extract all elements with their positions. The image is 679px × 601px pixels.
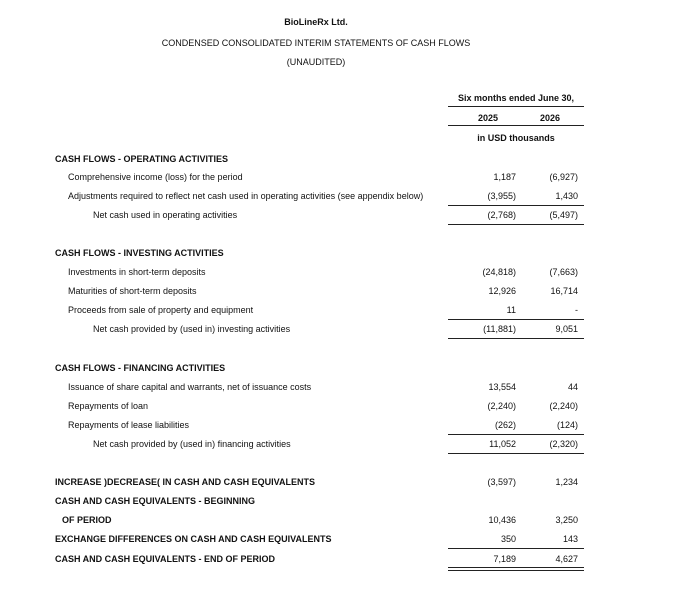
investing-row-label: Proceeds from sale of property and equipment xyxy=(68,305,254,315)
financing-row-value-2025: 13,554 xyxy=(488,382,516,392)
increase-label: INCREASE )DECREASE( IN CASH AND CASH EQUIVALENTS xyxy=(55,477,316,487)
investing-row-value-2026: (7,663) xyxy=(549,267,578,277)
beginning-label: OF PERIOD xyxy=(62,515,112,525)
operating-row-value-2026: 1,430 xyxy=(555,191,578,201)
operating-row-value-2025: 1,187 xyxy=(493,172,516,182)
investing-total-2025: (11,881) xyxy=(483,324,516,334)
increase-2026: 1,234 xyxy=(555,477,578,487)
financing-row-value-2026: 44 xyxy=(567,382,578,392)
operating-total-2025: (2,768) xyxy=(487,210,516,220)
operating-subtotal-line xyxy=(448,205,584,206)
investing-total-2026: 9,051 xyxy=(555,324,578,334)
financing-total-line xyxy=(448,453,584,454)
financing-total-label: Net cash provided by (used in) financing activities xyxy=(93,439,291,449)
operating-total-2026: (5,497) xyxy=(549,210,578,220)
year-underline xyxy=(448,125,584,126)
financing-row-value-2025: (2,240) xyxy=(487,401,516,411)
exchange-2025: 350 xyxy=(500,534,516,544)
statement-title: CONDENSED CONSOLIDATED INTERIM STATEMENTS OF CASH FLOWS xyxy=(161,38,471,48)
operating-row-label: Adjustments required to reflect net cash used in operating activities (see appendix below) xyxy=(68,191,424,201)
end-label: CASH AND CASH EQUIVALENTS - END OF PERIOD xyxy=(55,554,276,564)
period-underline xyxy=(448,106,584,107)
end-2026: 4,627 xyxy=(555,554,578,564)
financing-row-value-2026: (2,240) xyxy=(549,401,578,411)
unit-header: in USD thousands xyxy=(477,133,555,143)
investing-row-value-2025: 11 xyxy=(506,305,516,315)
year1-header: 2025 xyxy=(477,113,499,123)
investing-heading: CASH FLOWS - INVESTING ACTIVITIES xyxy=(55,248,224,258)
operating-total-label: Net cash used in operating activities xyxy=(93,210,238,220)
beginning-2025: 10,436 xyxy=(488,515,516,525)
operating-row-value-2025: (3,955) xyxy=(487,191,516,201)
period-header: Six months ended June 30, xyxy=(457,93,575,103)
operating-total-line xyxy=(448,224,584,225)
beginning-heading: CASH AND CASH EQUIVALENTS - BEGINNING xyxy=(55,496,256,506)
investing-row-label: Maturities of short-term deposits xyxy=(68,286,197,296)
beginning-2026: 3,250 xyxy=(555,515,578,525)
investing-total-label: Net cash provided by (used in) investing activities xyxy=(93,324,291,334)
investing-row-value-2025: 12,926 xyxy=(488,286,516,296)
investing-subtotal-line xyxy=(448,319,584,320)
operating-row-label: Comprehensive income (loss) for the period xyxy=(68,172,243,182)
exchange-2026: 143 xyxy=(562,534,578,544)
financing-total-2026: (2,320) xyxy=(549,439,578,449)
financing-row-value-2025: (262) xyxy=(494,420,516,430)
financing-row-label: Repayments of loan xyxy=(68,401,149,411)
end-2025: 7,189 xyxy=(493,554,516,564)
investing-row-value-2026: - xyxy=(575,305,578,315)
financing-total-2025: 11,052 xyxy=(489,439,516,449)
financing-subtotal-line xyxy=(448,434,584,435)
financing-heading: CASH FLOWS - FINANCING ACTIVITIES xyxy=(55,363,226,373)
year2-header: 2026 xyxy=(539,113,561,123)
operating-heading: CASH FLOWS - OPERATING ACTIVITIES xyxy=(55,154,228,164)
financing-row-value-2026: (124) xyxy=(556,420,578,430)
exchange-label: EXCHANGE DIFFERENCES ON CASH AND CASH EQUIVALENTS xyxy=(55,534,332,544)
increase-2025: (3,597) xyxy=(487,477,516,487)
investing-total-line xyxy=(448,338,584,339)
investing-row-value-2026: 16,714 xyxy=(550,286,578,296)
company-name: BioLineRx Ltd. xyxy=(284,17,348,27)
exchange-line xyxy=(448,548,584,549)
financing-row-label: Issuance of share capital and warrants, net of issuance costs xyxy=(68,382,312,392)
investing-row-value-2025: (24,818) xyxy=(482,267,516,277)
statement-subtitle: (UNAUDITED) xyxy=(286,57,346,67)
investing-row-label: Investments in short-term deposits xyxy=(68,267,206,277)
end-double-line xyxy=(448,567,584,571)
financing-row-label: Repayments of lease liabilities xyxy=(68,420,190,430)
operating-row-value-2026: (6,927) xyxy=(549,172,578,182)
